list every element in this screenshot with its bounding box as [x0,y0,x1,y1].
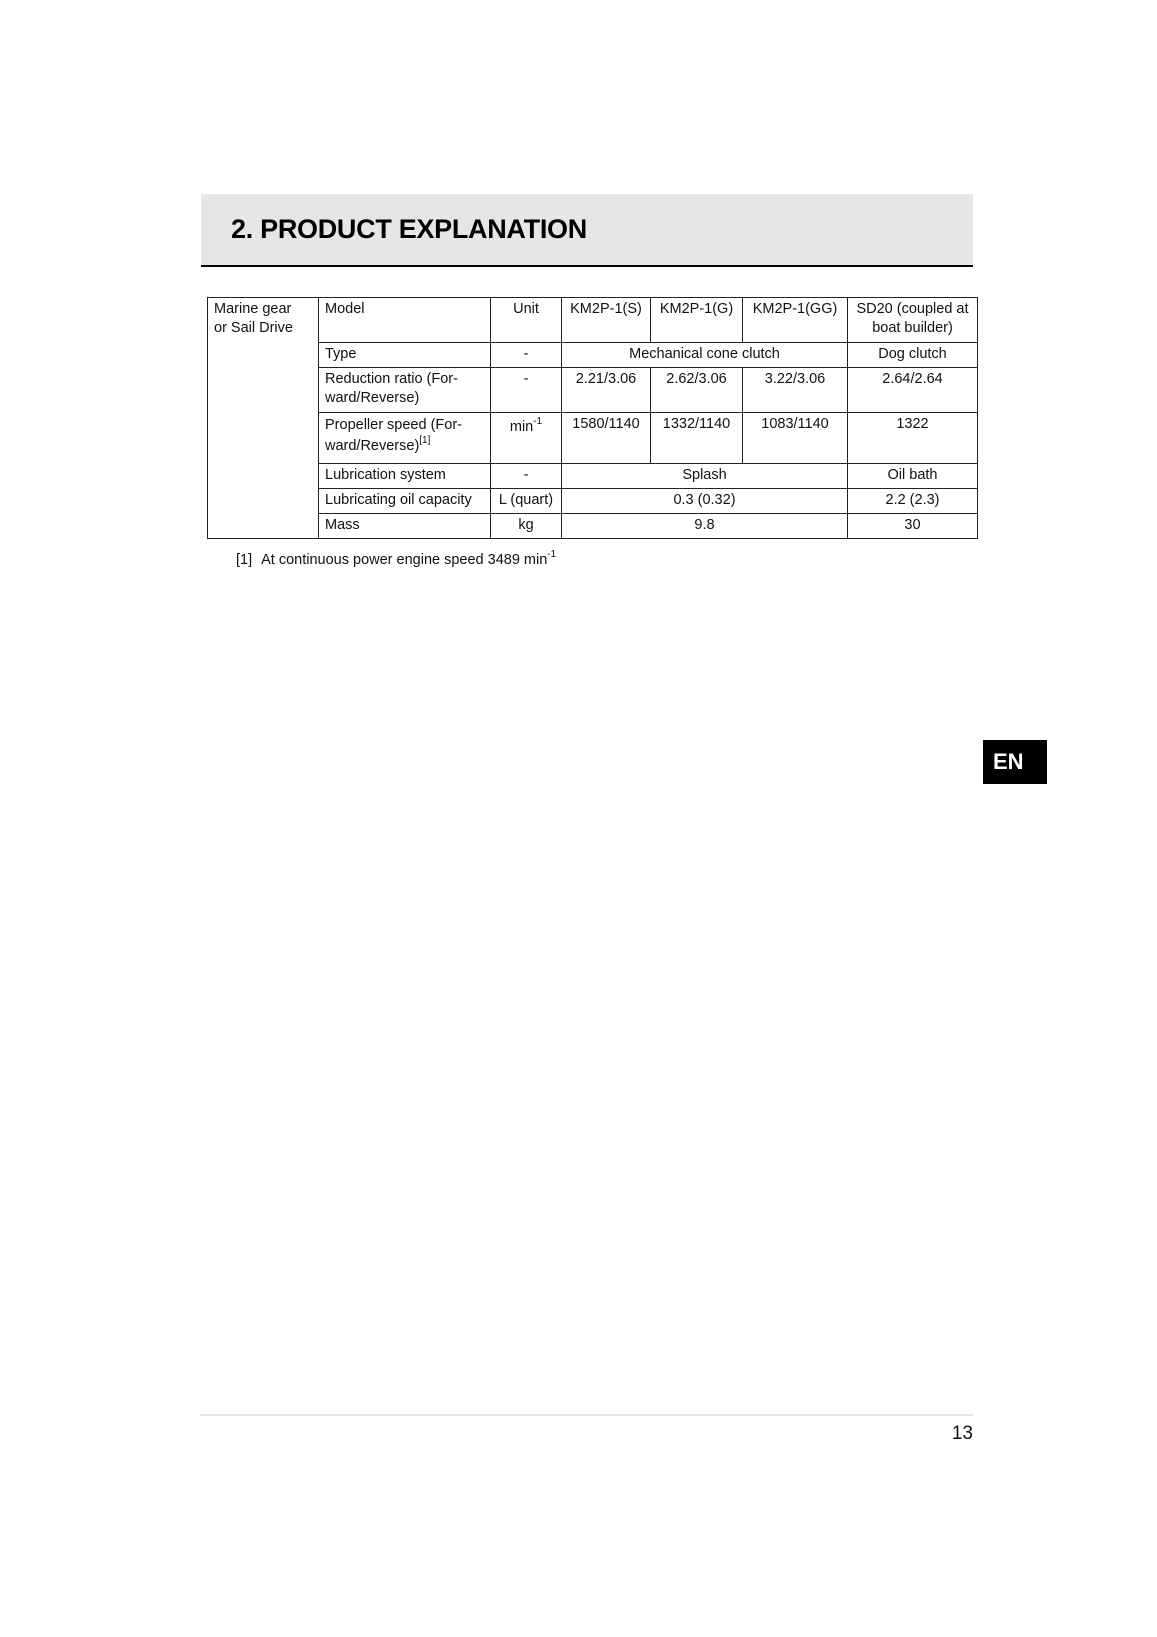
sd20-value: 2.2 (2.3) [848,489,978,514]
km2p-value: 0.3 (0.32) [562,489,848,514]
language-tab-en [983,740,1047,784]
footnote-mark: [1] [236,552,253,568]
table-row-propeller-speed [208,413,978,464]
model-sd20: SD20 (coupled at boat builder) [848,298,978,343]
km2p-1g-value: 2.62/3.06 [651,368,743,413]
table-row-mass [208,514,978,539]
param-label-cell [319,413,491,464]
page-number: 13 [951,1423,973,1444]
sd20-value: Oil bath [848,464,978,489]
param-label: Propeller speed (For-ward/Reverse) [325,417,462,454]
unit-value: - [491,368,562,413]
km2p-1g-value: 1332/1140 [651,413,743,464]
group-label: Marine gear or Sail Drive [214,301,293,336]
section-title: 2. PRODUCT EXPLANATION [231,214,587,244]
unit-value: min [509,419,534,435]
km2p-1gg-value: 1083/1140 [743,413,848,464]
km2p-value: Splash [562,464,848,489]
table-row-model [208,298,978,343]
km2p-1s-value: 2.21/3.06 [562,368,651,413]
sd20-value: 30 [848,514,978,539]
param-header: Model [319,298,491,343]
group-label-cell [208,298,319,539]
unit-header: Unit [491,298,562,343]
unit-value: L (quart) [491,489,562,514]
table-row-type [208,343,978,368]
km2p-value: Mechanical cone clutch [562,343,848,368]
specification-table [207,297,978,539]
param-label: Mass [319,514,491,539]
unit-value: - [491,343,562,368]
param-label: Lubricating oil capacity [319,489,491,514]
table-row-reduction-ratio [208,368,978,413]
param-label: Type [319,343,491,368]
unit-cell [491,413,562,464]
footnote [236,549,557,568]
table-row-oil-capacity [208,489,978,514]
footnote-ref: [1] [419,435,431,446]
km2p-1gg-value: 3.22/3.06 [743,368,848,413]
section-header [201,194,973,267]
sd20-value: 1322 [848,413,978,464]
model-km2p-1gg: KM2P-1(GG) [743,298,848,343]
footnote-exponent: -1 [547,549,557,560]
unit-exponent: -1 [533,416,543,427]
table-row-lubrication-system [208,464,978,489]
km2p-1s-value: 1580/1140 [562,413,651,464]
km2p-value: 9.8 [562,514,848,539]
param-label: Lubrication system [319,464,491,489]
footer-divider [200,1414,973,1416]
sd20-value: 2.64/2.64 [848,368,978,413]
footnote-text: At continuous power engine speed 3489 min [261,552,548,568]
unit-value: - [491,464,562,489]
unit-value: kg [491,514,562,539]
model-km2p-1g: KM2P-1(G) [651,298,743,343]
param-label: Reduction ratio (For-ward/Reverse) [319,368,491,413]
language-label: EN [993,749,1024,774]
model-km2p-1s: KM2P-1(S) [562,298,651,343]
sd20-value: Dog clutch [848,343,978,368]
